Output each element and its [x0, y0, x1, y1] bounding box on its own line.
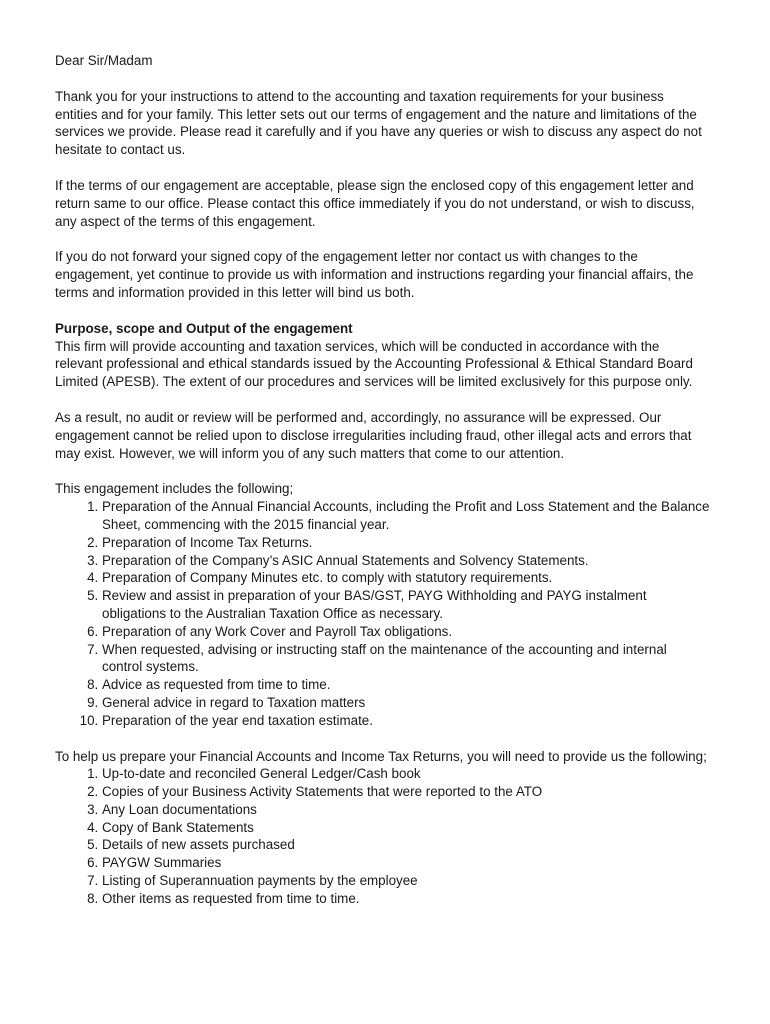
requirements-list-intro: To help us prepare your Financial Accounts and Income Tax Returns, you will need to provide us the following;	[55, 748, 707, 764]
paragraph-purpose: This firm will provide accounting and taxation services, which will be conducted in accordance with the relevant professional and ethical standards issued by the Accounting Professional & Ethical Standard Board Limited (APESB). The extent of our procedures and services will be limited exclusively for this purpose only.	[55, 338, 693, 390]
list-item: 6. Preparation of any Work Cover and Payroll Tax obligations.	[102, 623, 710, 641]
paragraph-no-audit: As a result, no audit or review will be performed and, accordingly, no assurance will be expressed. Our engagement cannot be relied upon to disclose irregularities including fraud, other illegal acts and errors that may exist. However, we will inform you of any such matters that come to our attention.	[55, 409, 692, 461]
list-item: 1. Up-to-date and reconciled General Ledger/Cash book	[102, 765, 710, 783]
list-item: 5. Details of new assets purchased	[102, 836, 710, 854]
salutation: Dear Sir/Madam	[55, 53, 153, 68]
list-item: 8. Advice as requested from time to time.	[102, 676, 710, 694]
engagement-list	[55, 498, 710, 729]
list-item: 3. Any Loan documentations	[102, 801, 710, 819]
paragraph-instructions: Thank you for your instructions to attend to the accounting and taxation requirements for your business entities and for your family. This letter sets out our terms of engagement and the nature and limitations of the services we provide. Please read it carefully and if you have any queries or wish to discuss any aspect do not hesitate to contact us.	[55, 88, 702, 158]
list-item: 2. Preparation of Income Tax Returns.	[102, 534, 710, 552]
paragraph-acceptance: If the terms of our engagement are acceptable, please sign the enclosed copy of this engagement letter and return same to our office. Please contact this office immediately if you do not understand, or wish to discuss, any aspect of the terms of this engagement.	[55, 177, 695, 229]
list-item: 10. Preparation of the year end taxation estimate.	[102, 712, 710, 730]
list-item: 9. General advice in regard to Taxation matters	[102, 694, 710, 712]
requirements-list	[55, 765, 710, 907]
list-item: 7. When requested, advising or instructing staff on the maintenance of the accounting and internal control systems.	[102, 641, 710, 677]
list-item: 8. Other items as requested from time to time.	[102, 890, 710, 908]
paragraph-binding-terms: If you do not forward your signed copy of the engagement letter nor contact us with changes to the engagement, yet continue to provide us with information and instructions regarding your financial affairs, the terms and information provided in this letter will bind us both.	[55, 249, 694, 300]
list-item: 3. Preparation of the Company’s ASIC Annual Statements and Solvency Statements.	[102, 552, 710, 570]
list-item: 4. Preparation of Company Minutes etc. to comply with statutory requirements.	[102, 569, 710, 587]
list-item: 1. Preparation of the Annual Financial Accounts, including the Profit and Loss Statement and the Balance Sheet, commencing with the 2015 financial year.	[102, 498, 710, 534]
list-item: 4. Copy of Bank Statements	[102, 819, 710, 837]
list-item: 5. Review and assist in preparation of your BAS/GST, PAYG Withholding and PAYG instalment obligations to the Australian Taxation Office as necessary.	[102, 587, 710, 623]
list-item: 7. Listing of Superannuation payments by the employee	[102, 872, 710, 890]
section-heading: Purpose, scope and Output of the engagement	[55, 320, 353, 336]
list-item: 6. PAYGW Summaries	[102, 854, 710, 872]
list-item: 2. Copies of your Business Activity Statements that were reported to the ATO	[102, 783, 710, 801]
engagement-list-intro: This engagement includes the following;	[55, 481, 294, 497]
